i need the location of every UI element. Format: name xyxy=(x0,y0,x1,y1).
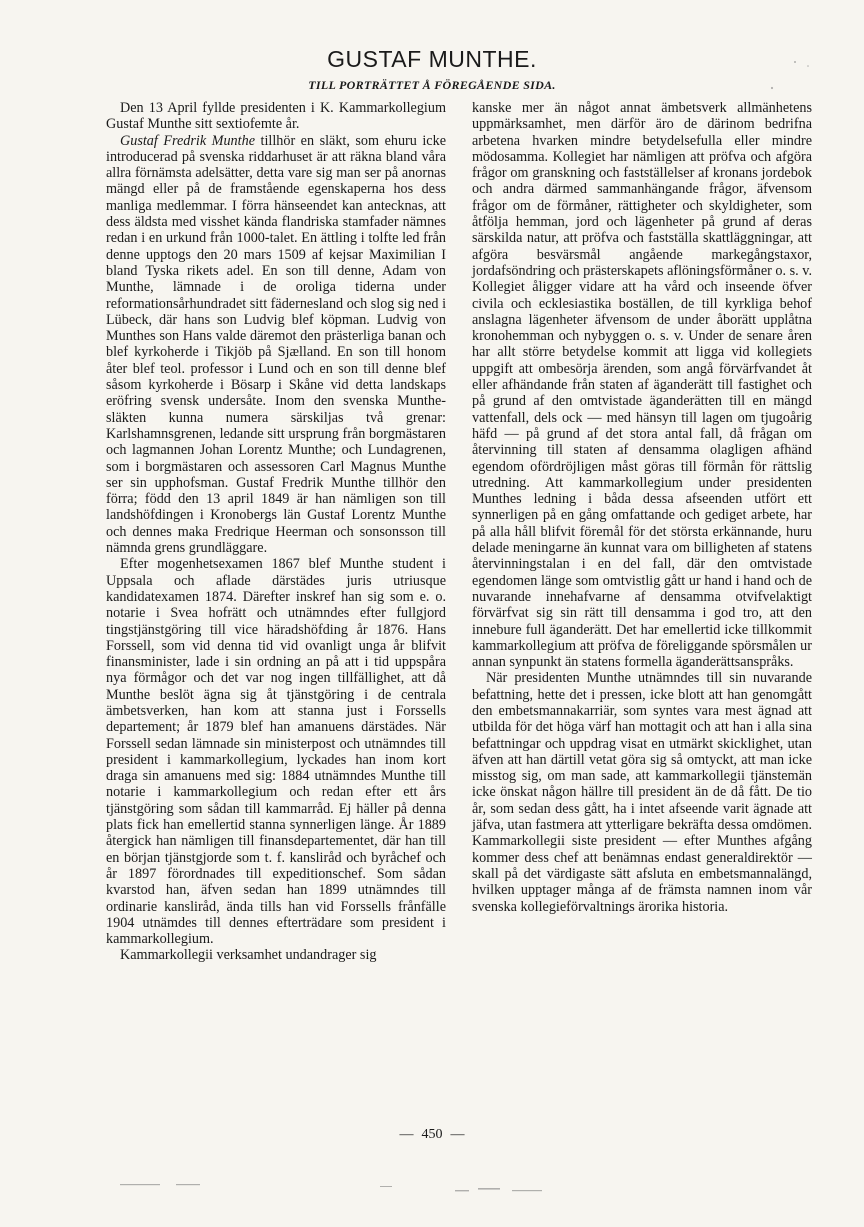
page-number: 450 xyxy=(421,1127,443,1142)
paragraph-text: Kammarkollegii verksamhet undandrager sig xyxy=(120,947,377,964)
paragraph-text: tillhör en släkt, som ehuru icke introducerad på svenska riddarhuset är att räkna bland våra allra förnämsta adelsätter, detta vare sig man ser på anornas mängd eller på de framstående egenskaperna hos dess manliga medlemmar. I förra hänseendet kan antecknas, att dess äldsta med visshet kända flandriska stamfader nämnes redan i en urkund från 1000-talet. En ättling i tolfte led från denne upptogs den 20 mars 1509 af kejsar Maximilian I bland Tyska rikets adel. En son till denne, Adam von Munthe, lämnade i de oroliga tiderna under reformationsårhundradet sitt fädernesland och slog sig ned i Lübeck, där hans son Ludvig blef köpman. Ludvig von Munthes son Hans valde däremot den prästerliga banan och blef kyrkoherde i Tikjöb på Sjælland. En son till honom åter blef teol. professor i Lund och en son till denne blef såsom kyrkoherde i Bösarp i Skåne vid detta landskaps eröfring svensk undersåte. Inom den svenska Munthe-släkten kunna numera särskiljas två grenar: Karlshamnsgrenen, ledande sitt ursprung från borgmästaren och lagmannen Johan Lorentz Munthe; och Lundagrenen, som i borgmästaren och assessoren Carl Magnus Munthe ser sin upphofsman. Gustaf Fredrik Munthe tillhör den förra; född den 13 april 1849 är han nämligen son till landshöfdingen i Kronobergs län Gustaf Lorentz Munthe och dennes maka Fredrique Heerman och sonsonsson till nämnda grens grundläggare. xyxy=(106,132,447,557)
paragraph xyxy=(106,133,446,557)
right-column xyxy=(472,100,812,915)
paragraph xyxy=(106,947,446,963)
paragraph xyxy=(106,556,446,947)
paragraph xyxy=(472,100,812,670)
article-title: GUSTAF MUNTHE. xyxy=(327,46,537,72)
article-subtitle: TILL PORTRÄTTET Å FÖREGÅENDE SIDA. xyxy=(308,78,556,92)
paragraph-text: När presidenten Munthe utnämndes till sin nuvarande befattning, hette det i pressen, icke blott att han genomgått den embetsmannakarriär, som syntes vara mest ägnad att utbilda för det höga värf han mottagit och att han i alla sina befattningar och uppdrag visat en utmärkt skicklighet, utan äfven att han därtill vetat göra sig så omtyckt, att man icke misstog sig, om man sade, att kammarkollegii tjänstemän icke önskat någon hällre till president än de då fått. De tio år, som sedan dess gått, ha i intet afseende varit ägnade att jäfva, utan fastmera att ytterligare bekräfta dessa omdömen. Kammarkollegii siste president — efter Munthes afgång kommer dess chef att benämnas endast generaldirektör — skall på det värdigaste sätt afsluta en embetsmannalängd, hvilken upptager många af de främsta namnen inom vår svenska kollegieförvaltnings ärorika historia. xyxy=(472,670,812,915)
paragraph xyxy=(472,670,812,914)
paragraph-text: Efter mogenhetsexamen 1867 blef Munthe student i Uppsala och aflade därstädes juris utriusque kandidatexamen 1874. Därefter inskref han sig som e. o. notarie i Svea hofrätt och utnämndes efter fullgjord tingstjänstgöring till vice häradshöfding år 1876. Hans Forssell, som vid denna tid vid ovanligt unga år blifvit finansminister, lade i sin ordning an på att i tid uppspåra nya förmågor och det var nog ingen tillfällighet, att då Munthe beslöt ägna sig åt tjänstgöring i de centrala ämbetsverken, han kom att stanna just i Forssells departement; år 1879 blef han amanuens därstädes. När Forssell sedan lämnade sin ministerpost och utnämndes till president i kammarkollegium, lyckades han inom kort draga sin amanuens med sig: 1884 utnämndes Munthe till notarie i kammarkollegium och redan efter ett års tjänstgöring som sådan till kammarråd. Ej häller på denna plats fick han emellertid stanna synnerligen länge. År 1889 återgick han nämligen till finansdepartementet, där han till en början tjänstgjorde som t. f. kansliråd och byråchef och år 1897 förordnades till expeditionschef. Som sådan kvarstod han, äfven sedan han 1899 utnämndes till ordinarie kansliråd, ända tills han vid Forssells frånfälle 1904 utnämdes till dennes efterträdare som president i kammarkollegium. xyxy=(106,556,446,948)
page-number-footer xyxy=(0,1127,864,1143)
paragraph-lead-name: Gustaf Fredrik Munthe xyxy=(120,132,255,149)
left-column xyxy=(106,100,446,964)
paragraph-text: kanske mer än något annat ämbetsverk allmänhetens uppmärksamhet, men därför äro de därinom bedrifna arbetena hvarken mindre betydelsefulla eller mindre mödosamma. Kollegiet har nämligen att pröfva och afgöra frågor om granskning och fastställelser af kronans jordebok och andra därmed sammanhängande frågor, äfvensom frågor om de förmåner, rättigheter och skyldigheter, som åtfölja hemman, jord och lägenheter på grund af deras särskilda natur, att pröfva och fastställa skattläggningar, att afgöra besvärsmål angående markegångstaxor, jordafsöndring och prästerskapets aflöningsförmåner o. s. v. Kollegiet åligger vidare att ha vård och inseende öfver civila och ecklesiastika boställen, de till kyrkliga behof anslagna lägenheter äfvensom de under åborätt upplåtna kronohemman och nybyggen o. s. v. Under de senare åren har allt större betydelse kommit att ligga vid kollegiets uppgift att ombesörja ärenden, som angå förvärfvandet åt eller afhändande från staten af äganderätt till fastighet och på grund af den omtvistade äganderätten till en mängd vattenfall, dels ock — med hänsyn till lagen om tjugoårig häfd — på grund af det stora antal fall, då frågan om återvinning till staten af densamma olagligen afhänd egendom ofördröjligen måst göras till förmån för rättslig utredning. Att kammarkollegium under presidenten Munthes ledning i båda dessa afseenden utfört ett synnerligen på en gång omfattande och gediget arbete, har på alla håll blifvit föremål för det största erkännande, huru delade meningarne än kunnat vara om billigheten af statens återvinningstalan i en del fall, där den omtvistade egendomen länge som omtvistlig gått ur hand i hand och de nuvarande innehafvarne af densamma otvifvelaktigt förvärfvat sig sin rätt till densamma i god tro, att den innebure full äganderätt. Det har emellertid icke tillkommit kammarkollegium att pröfva de föreliggande spörsmålen ur annan synpunkt än statens formella äganderättsanspråks. xyxy=(472,100,812,671)
paragraph xyxy=(106,100,446,133)
folio-dash-left: — xyxy=(399,1127,414,1142)
paragraph-text: Den 13 April fyllde presidenten i K. Kammarkollegium Gustaf Munthe sitt sextiofemte år. xyxy=(106,100,446,133)
folio-dash-right: — xyxy=(450,1127,465,1142)
